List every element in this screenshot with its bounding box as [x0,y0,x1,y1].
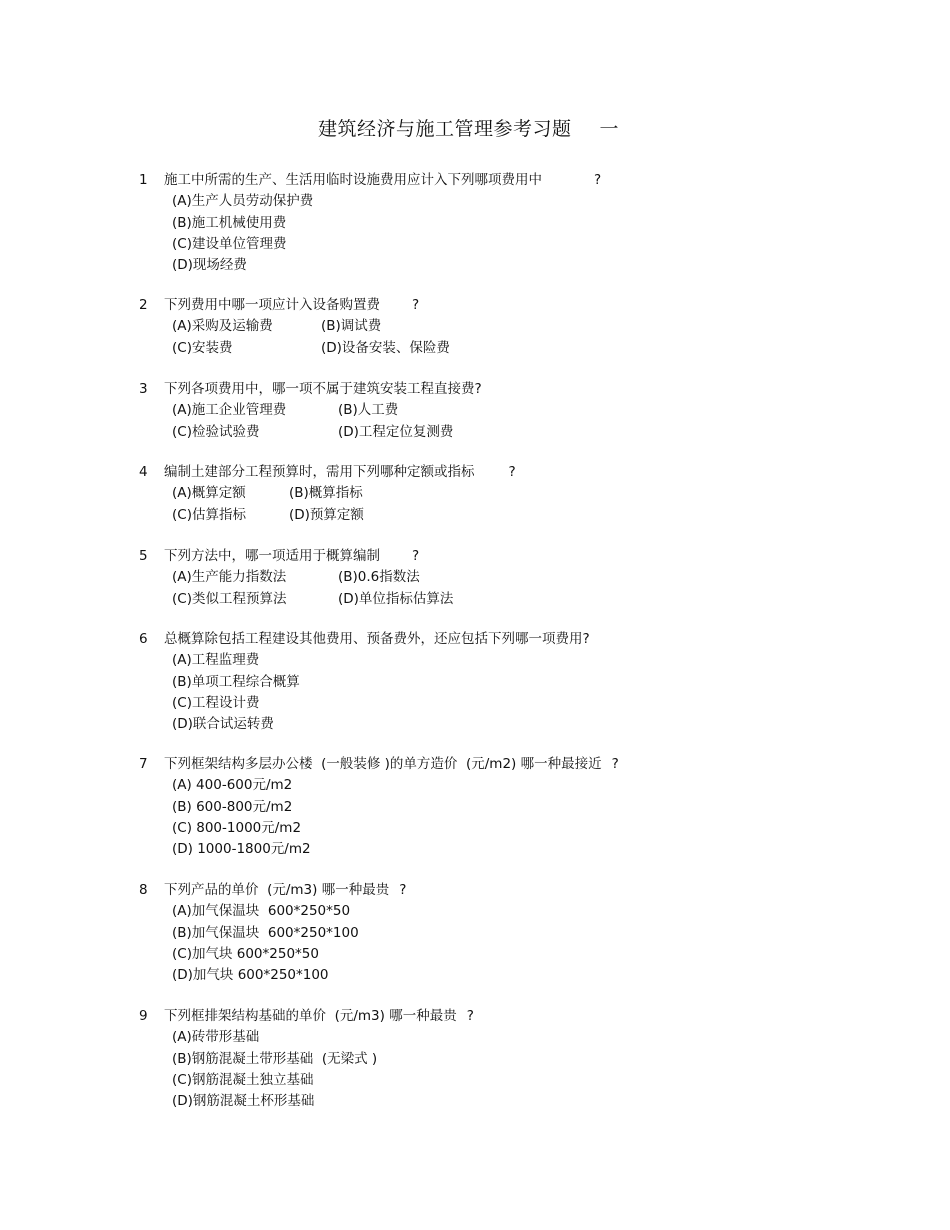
option-a: (A)生产人员劳动保护费 [172,193,314,210]
question-2 [139,295,450,359]
option-list [172,650,590,735]
question-text: 总概算除包括工程建设其他费用、预备费外，还应包括下列哪一项费用? [164,631,590,647]
question-mark: ? [466,1008,474,1024]
option-list [172,191,601,276]
option-b: (B)钢筋混凝土带形基础 (无梁式 ) [172,1050,378,1067]
question-number: 5 [139,548,148,564]
option-d: (D)预算定额 [289,506,364,523]
option-b: (B)加气保温块 600*250*100 [172,924,359,941]
option-d: (D)设备安装、保险费 [321,339,450,356]
option-c: (C)建设单位管理费 [172,235,287,252]
option-list [172,901,406,986]
question-text: 下列框架结构多层办公楼 (一般装修 )的单方造价 (元/m2) 哪一种最接近 [164,756,602,772]
question-text: 下列产品的单价 (元/m3) 哪一种最贵 [164,882,390,898]
option-list [172,316,450,359]
option-a: (A)概算定额 [172,485,246,502]
option-c: (C)工程设计费 [172,694,260,711]
option-b: (B)施工机械使用费 [172,214,287,231]
question-number: 2 [139,297,148,313]
question-mark: ? [412,548,420,564]
question-4 [139,462,516,526]
option-a: (A)施工企业管理费 [172,402,287,419]
question-mark: ? [508,464,516,480]
option-c: (C)安装费 [172,339,233,356]
option-list [172,775,619,860]
question-mark: ? [594,172,602,188]
option-d: (D)钢筋混凝土杯形基础 [172,1093,315,1110]
question-mark: ? [611,756,619,772]
option-list [172,400,482,443]
option-a: (A)生产能力指数法 [172,569,287,586]
option-c: (C)钢筋混凝土独立基础 [172,1071,314,1088]
option-list [172,1027,474,1112]
question-text: 施工中所需的生产、生活用临时设施费用应计入下列哪项费用中 [164,172,542,188]
option-list [172,483,516,526]
question-mark: ? [399,882,407,898]
question-1 [139,170,601,276]
option-b: (B)概算指标 [289,485,363,502]
question-mark: ? [412,297,420,313]
option-a: (A)砖带形基础 [172,1029,260,1046]
question-number: 4 [139,464,148,480]
option-c: (C) 800-1000元/m2 [172,819,302,836]
option-b: (B)人工费 [338,402,399,419]
question-number: 8 [139,882,148,898]
question-7 [139,754,619,860]
question-6 [139,629,590,735]
option-c: (C)类似工程预算法 [172,590,287,607]
question-number: 1 [139,172,148,188]
question-number: 7 [139,756,148,772]
document-title [318,114,619,141]
option-d: (D)加气块 600*250*100 [172,967,329,984]
title-text: 建筑经济与施工管理参考习题 [318,118,572,140]
question-8 [139,880,406,986]
option-b: (B)调试费 [321,318,382,335]
question-number: 6 [139,631,148,647]
option-c: (C)估算指标 [172,506,246,523]
question-text: 下列各项费用中，哪一项不属于建筑安装工程直接费? [164,381,482,397]
option-a: (A)加气保温块 600*250*50 [172,903,351,920]
question-3 [139,379,482,443]
option-d: (D)现场经费 [172,257,247,274]
question-text: 下列费用中哪一项应计入设备购置费 [164,297,380,313]
option-b: (B)单项工程综合概算 [172,673,300,690]
option-c: (C)加气块 600*250*50 [172,945,319,962]
option-list [172,567,453,610]
option-d: (D)工程定位复测费 [338,423,454,440]
title-suffix: 一 [599,118,620,140]
question-5 [139,546,453,610]
option-d: (D) 1000-1800元/m2 [172,841,311,858]
question-number: 9 [139,1008,148,1024]
option-b: (B)0.6指数法 [338,569,420,586]
option-a: (A)工程监理费 [172,652,260,669]
question-number: 3 [139,381,148,397]
question-9 [139,1006,474,1112]
option-d: (D)单位指标估算法 [338,590,454,607]
question-text: 下列框排架结构基础的单价 (元/m3) 哪一种最贵 [164,1008,457,1024]
option-a: (A) 400-600元/m2 [172,777,293,794]
question-text: 下列方法中，哪一项适用于概算编制 [164,548,380,564]
option-a: (A)采购及运输费 [172,318,273,335]
option-d: (D)联合试运转费 [172,716,274,733]
option-b: (B) 600-800元/m2 [172,798,293,815]
question-text: 编制土建部分工程预算时，需用下列哪种定额或指标 [164,464,475,480]
option-c: (C)检验试验费 [172,423,260,440]
